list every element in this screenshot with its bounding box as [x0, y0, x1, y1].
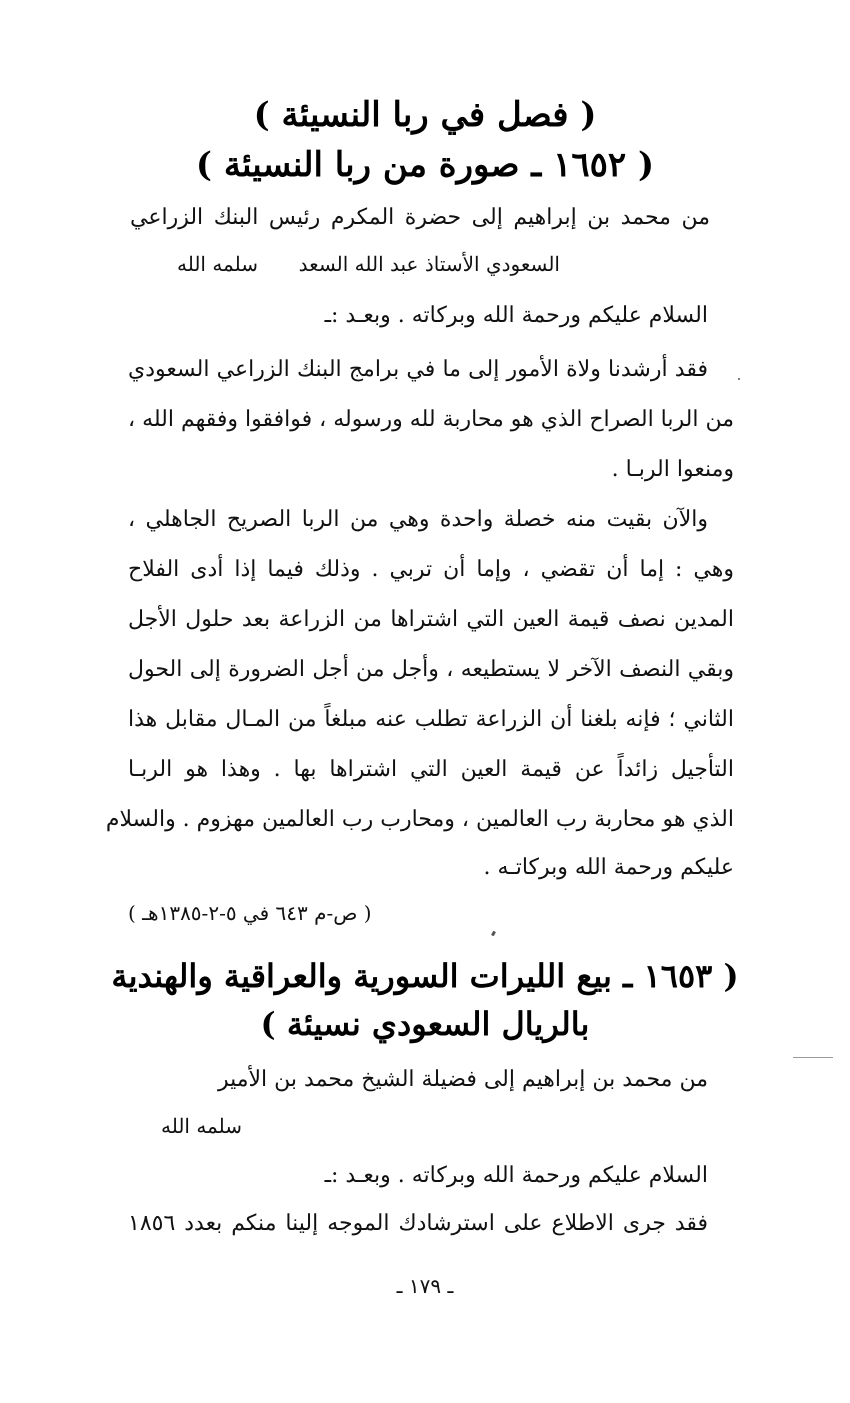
letter-blessing: سلمه الله: [176, 252, 258, 276]
paragraph-line: عليكم ورحمة الله وبركاتـه .: [483, 855, 734, 880]
paragraph-line: والآن بقيت منه خصلة واحدة وهي من الربا الصريح الجاهلي ،: [128, 507, 708, 532]
scan-speck: [491, 931, 496, 937]
paragraph-line: ومنعوا الربـا .: [611, 457, 734, 482]
letter-from-line: من محمد بن إبراهيم إلى حضرة المكرم رئيس البنك الزراعي: [130, 205, 710, 230]
scan-speck: [738, 378, 740, 380]
letter-addressee: السعودي الأستاذ عبد الله السعد: [298, 252, 560, 276]
paragraph-line: وبقي النصف الآخر لا يستطيعه ، وأجل من أجل الضرورة إلى الحول: [128, 657, 734, 682]
section-subtitle: ( ١٦٥٢ ـ صورة من ربا النسيئة ): [195, 145, 655, 185]
section-title-continued: بالريال السعودي نسيئة ): [260, 1005, 590, 1043]
paragraph-line: من الربا الصراح الذي هو محاربة لله ورسوله ، فوافقوا وفقهم الله ،: [128, 407, 734, 432]
paragraph-line: الثاني ؛ فإنه بلغنا أن الزراعة تطلب عنه مبلغاً من المـال مقابل هذا: [128, 707, 734, 732]
paragraph-line: فقد جرى الاطلاع على استرشادك الموجه إلينا منكم بعدد ١٨٥٦: [128, 1211, 708, 1236]
letter-blessing: سلمه الله: [160, 1114, 242, 1138]
paragraph-line: المدين نصف قيمة العين التي اشتراها من الزراعة بعد حلول الأجل: [128, 607, 734, 632]
scan-edge-mark: [793, 1057, 833, 1058]
paragraph-line: الذي هو محاربة رب العالمين ، ومحارب رب العالمين مهزوم . والسلام: [105, 807, 734, 832]
paragraph-line: وهي : إما أن تقضي ، وإما أن تربي . وذلك فيما إذا أدى الفلاح: [128, 557, 734, 582]
paragraph-line: فقد أرشدنا ولاة الأمور إلى ما في برامج البنك الزراعي السعودي: [128, 357, 708, 382]
section-title: ( ١٦٥٣ ـ بيع الليرات السورية والعراقية والهندية: [111, 957, 739, 995]
page-number: ـ ١٧٩ ـ: [396, 1274, 454, 1298]
paragraph-line: التأجيل زائداً عن قيمة العين التي اشتراها بها . وهذا هو الربـا: [128, 757, 734, 782]
letter-greeting: السلام عليكم ورحمة الله وبركاته . وبعـد :ـ: [324, 1163, 708, 1188]
source-reference: ( ص-م ٦٤٣ في ٥-٢-١٣٨٥هـ ): [128, 901, 372, 925]
letter-greeting: السلام عليكم ورحمة الله وبركاته . وبعـد :ـ: [324, 303, 708, 328]
letter-from-line: من محمد بن إبراهيم إلى فضيلة الشيخ محمد بن الأمير: [217, 1067, 708, 1092]
section-title: ( فصل في ربا النسيئة ): [253, 95, 597, 135]
